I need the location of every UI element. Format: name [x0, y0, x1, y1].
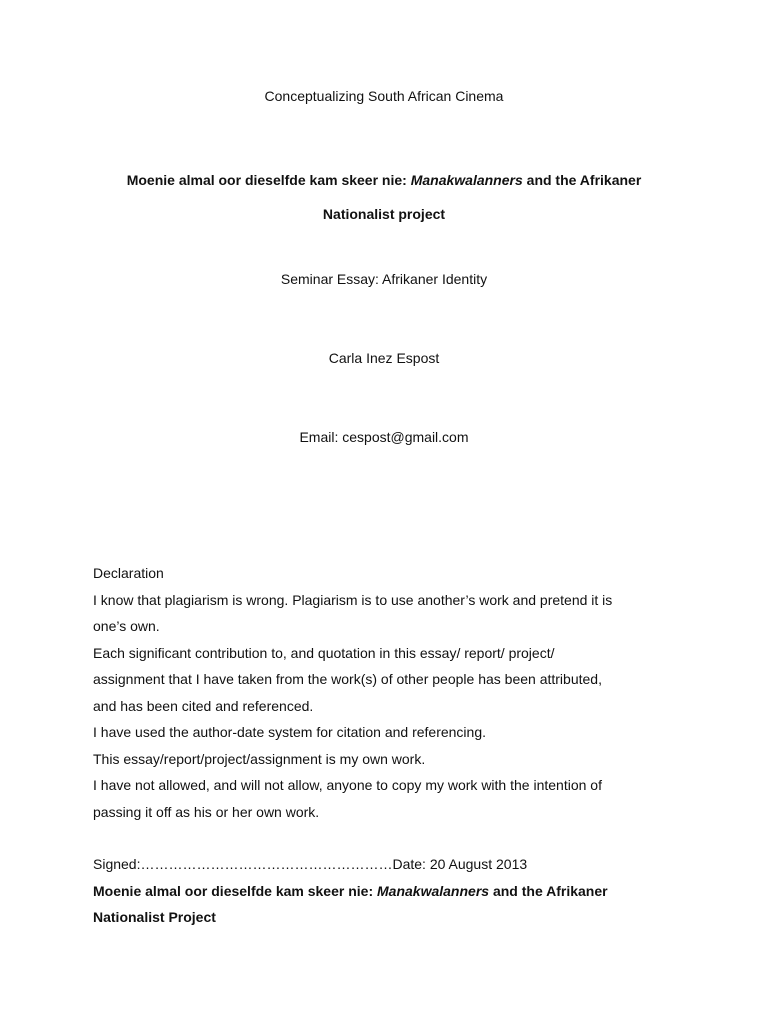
essay-heading-italic: Manakwalanners [377, 882, 490, 899]
declaration-line: assignment that I have taken from the work(s) of other people has been attributed, [93, 671, 602, 687]
essay-heading-part1: Moenie almal oor dieselfde kam skeer nie: [93, 882, 377, 899]
essay-heading-part2: and the Afrikaner [489, 882, 608, 899]
essay-heading-line1 [93, 878, 693, 905]
essay-title-part2: and the Afrikaner [522, 172, 642, 188]
essay-title-part1: Moenie almal oor dieselfde kam skeer nie: [126, 172, 411, 188]
essay-title [0, 163, 768, 231]
spacer [93, 825, 693, 851]
declaration-line: Each significant contribution to, and quotation in this essay/ report/ project/ [93, 644, 555, 661]
essay-type: Seminar Essay: Afrikaner Identity [280, 271, 488, 287]
declaration-line: and has been cited and referenced. [93, 697, 314, 714]
declaration-section [93, 560, 693, 931]
author-name: Carla Inez Espost [328, 350, 440, 366]
signature-line: Signed:………………………………………………Date: 20 August 2013 [93, 856, 528, 872]
declaration-line: one’s own. [93, 618, 160, 634]
declaration-heading: Declaration [93, 565, 164, 581]
declaration-line: I have not allowed, and will not allow, anyone to copy my work with the intention of [93, 777, 602, 793]
essay-title-line1 [0, 163, 768, 197]
essay-title-italic: Manakwalanners [410, 172, 523, 188]
declaration-line: passing it off as his or her own work. [93, 803, 320, 820]
declaration-line: This essay/report/project/assignment is my own work. [93, 750, 426, 767]
declaration-line: I have used the author-date system for citation and referencing. [93, 724, 487, 740]
course-title: Conceptualizing South African Cinema [264, 88, 504, 104]
declaration-line: I know that plagiarism is wrong. Plagiarism is to use another’s work and pretend it is [93, 591, 613, 608]
author-email: Email: cespost@gmail.com [299, 429, 469, 445]
essay-title-line2: Nationalist project [322, 206, 446, 222]
essay-heading-line2: Nationalist Project [93, 909, 216, 925]
